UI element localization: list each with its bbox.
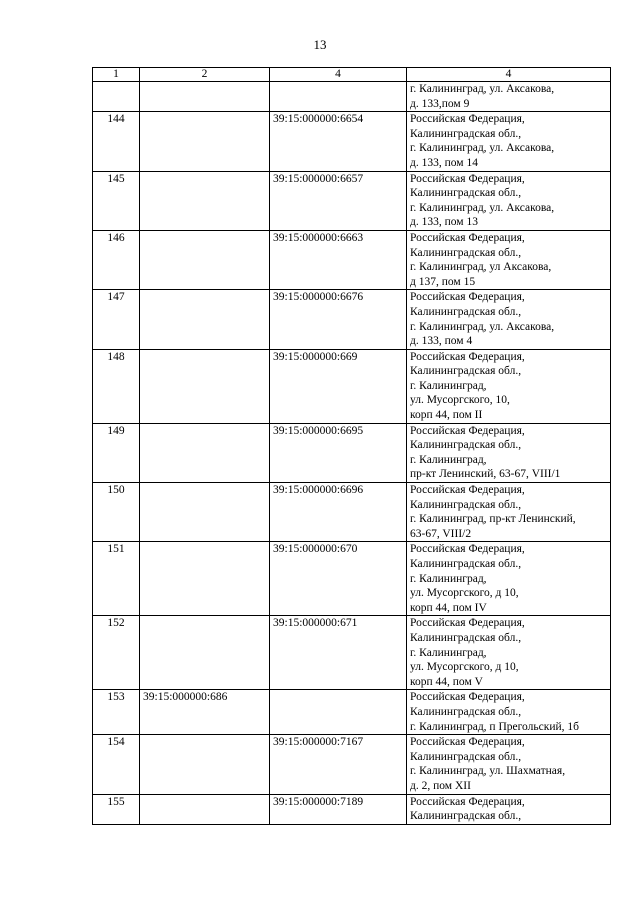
address-cell [407, 290, 611, 349]
row-number: 144 [93, 112, 140, 171]
address-line: Калининградская обл., [410, 439, 522, 452]
cadastral-number-col3: 39:15:000000:670 [270, 542, 407, 616]
address-line: г. Калининград, ул. Шахматная, [410, 765, 566, 778]
cadastral-table [92, 67, 611, 825]
address-cell [407, 735, 611, 794]
address-line: д. 133, пом 14 [410, 156, 478, 169]
table-body [93, 82, 611, 825]
address-line: 63-67, VIII/2 [410, 527, 472, 540]
row-number: 150 [93, 483, 140, 542]
table-row [93, 735, 611, 794]
address-cell [407, 616, 611, 690]
table-row [93, 794, 611, 824]
cadastral-number-col2 [140, 112, 270, 171]
address-line: Калининградская обл., [410, 750, 522, 763]
address-line: г. Калининград, [410, 453, 487, 466]
address-line: г. Калининград, ул Аксакова, [410, 261, 552, 274]
table-row [93, 290, 611, 349]
cadastral-number-col3: 39:15:000000:669 [270, 349, 407, 423]
address-line: Калининградская обл., [410, 127, 522, 140]
cadastral-number-col3 [270, 690, 407, 735]
cadastral-number-col2 [140, 542, 270, 616]
cadastral-number-col3: 39:15:000000:6654 [270, 112, 407, 171]
address-line: Российская Федерация, [410, 543, 525, 556]
cadastral-number-col3: 39:15:000000:6695 [270, 423, 407, 482]
row-number: 154 [93, 735, 140, 794]
address-line: пр-кт Ленинский, 63-67, VIII/1 [410, 468, 561, 481]
address-cell [407, 542, 611, 616]
address-line: корп 44, пом II [410, 409, 483, 422]
cadastral-number-col2 [140, 483, 270, 542]
address-line: Российская Федерация, [410, 113, 525, 126]
address-cell [407, 171, 611, 230]
cadastral-number-col3: 39:15:000000:6696 [270, 483, 407, 542]
address-line: ул. Мусоргского, 10, [410, 394, 510, 407]
address-line: Российская Федерация, [410, 424, 525, 437]
table-row [93, 542, 611, 616]
cadastral-number-col2 [140, 82, 270, 112]
address-line: корп 44, пом V [410, 675, 483, 688]
address-line: Российская Федерация, [410, 736, 525, 749]
address-cell [407, 112, 611, 171]
cadastral-number-col2 [140, 735, 270, 794]
table-row [93, 483, 611, 542]
address-line: корп 44, пом IV [410, 601, 487, 614]
row-number: 148 [93, 349, 140, 423]
cadastral-number-col2: 39:15:000000:686 [140, 690, 270, 735]
address-line: Калининградская обл., [410, 246, 522, 259]
column-header-2: 2 [140, 68, 270, 82]
address-line: Российская Федерация, [410, 172, 525, 185]
row-number: 149 [93, 423, 140, 482]
row-number: 145 [93, 171, 140, 230]
table-row [93, 171, 611, 230]
address-cell [407, 483, 611, 542]
row-number: 152 [93, 616, 140, 690]
table-row [93, 616, 611, 690]
table-row [93, 423, 611, 482]
cadastral-number-col2 [140, 423, 270, 482]
row-number: 146 [93, 230, 140, 289]
address-line: Российская Федерация, [410, 795, 525, 808]
address-line: Российская Федерация, [410, 231, 525, 244]
address-line: ул. Мусоргского, д 10, [410, 661, 519, 674]
row-number: 153 [93, 690, 140, 735]
row-number: 147 [93, 290, 140, 349]
address-line: Калининградская обл., [410, 705, 522, 718]
address-line: Калининградская обл., [410, 810, 522, 823]
address-line: д. 133,пом 9 [410, 97, 470, 110]
cadastral-number-col2 [140, 794, 270, 824]
page-number: 13 [313, 37, 327, 52]
address-line: д. 133, пом 13 [410, 216, 478, 229]
address-line: д 137, пом 15 [410, 275, 476, 288]
address-line: г. Калининград, [410, 572, 487, 585]
address-line: Калининградская обл., [410, 365, 522, 378]
address-line: Калининградская обл., [410, 187, 522, 200]
address-cell [407, 230, 611, 289]
table-header-row [93, 68, 611, 82]
address-line: д. 133, пом 4 [410, 335, 473, 348]
address-line: г. Калининград, ул. Аксакова, [410, 201, 555, 214]
address-line: Российская Федерация, [410, 291, 525, 304]
address-line: Российская Федерация, [410, 484, 525, 497]
column-header-3: 4 [270, 68, 407, 82]
address-line: д. 2, пом XII [410, 779, 471, 792]
cadastral-number-col3: 39:15:000000:6663 [270, 230, 407, 289]
cadastral-number-col3: 39:15:000000:6676 [270, 290, 407, 349]
address-line: ул. Мусоргского, д 10, [410, 587, 519, 600]
address-line: Калининградская обл., [410, 631, 522, 644]
address-line: г. Калининград, ул. Аксакова, [410, 320, 555, 333]
cadastral-number-col2 [140, 349, 270, 423]
table-row [93, 82, 611, 112]
row-number [93, 82, 140, 112]
address-line: г. Калининград, [410, 646, 487, 659]
address-line: г. Калининград, пр-кт Ленинский, [410, 513, 576, 526]
table-row [93, 230, 611, 289]
address-cell [407, 690, 611, 735]
cadastral-number-col2 [140, 290, 270, 349]
column-header-4: 4 [407, 68, 611, 82]
cadastral-number-col3: 39:15:000000:671 [270, 616, 407, 690]
address-cell [407, 423, 611, 482]
table-row [93, 112, 611, 171]
row-number: 155 [93, 794, 140, 824]
table-row [93, 690, 611, 735]
cadastral-number-col3 [270, 82, 407, 112]
cadastral-number-col2 [140, 616, 270, 690]
address-line: Российская Федерация, [410, 350, 525, 363]
cadastral-number-col3: 39:15:000000:7167 [270, 735, 407, 794]
column-header-1: 1 [93, 68, 140, 82]
row-number: 151 [93, 542, 140, 616]
address-cell [407, 349, 611, 423]
address-cell [407, 794, 611, 824]
address-line: Российская Федерация, [410, 691, 525, 704]
address-line: г. Калининград, ул. Аксакова, [410, 142, 555, 155]
address-line: Российская Федерация, [410, 617, 525, 630]
cadastral-number-col3: 39:15:000000:6657 [270, 171, 407, 230]
address-line: Калининградская обл., [410, 498, 522, 511]
address-cell [407, 82, 611, 112]
cadastral-number-col3: 39:15:000000:7189 [270, 794, 407, 824]
cadastral-number-col2 [140, 230, 270, 289]
table-row [93, 349, 611, 423]
address-line: г. Калининград, [410, 379, 487, 392]
cadastral-number-col2 [140, 171, 270, 230]
address-line: Калининградская обл., [410, 558, 522, 570]
address-line: Калининградская обл., [410, 305, 522, 318]
address-line: г. Калининград, п Прегольский, 1б [410, 720, 579, 733]
address-line: г. Калининград, ул. Аксакова, [410, 83, 555, 95]
